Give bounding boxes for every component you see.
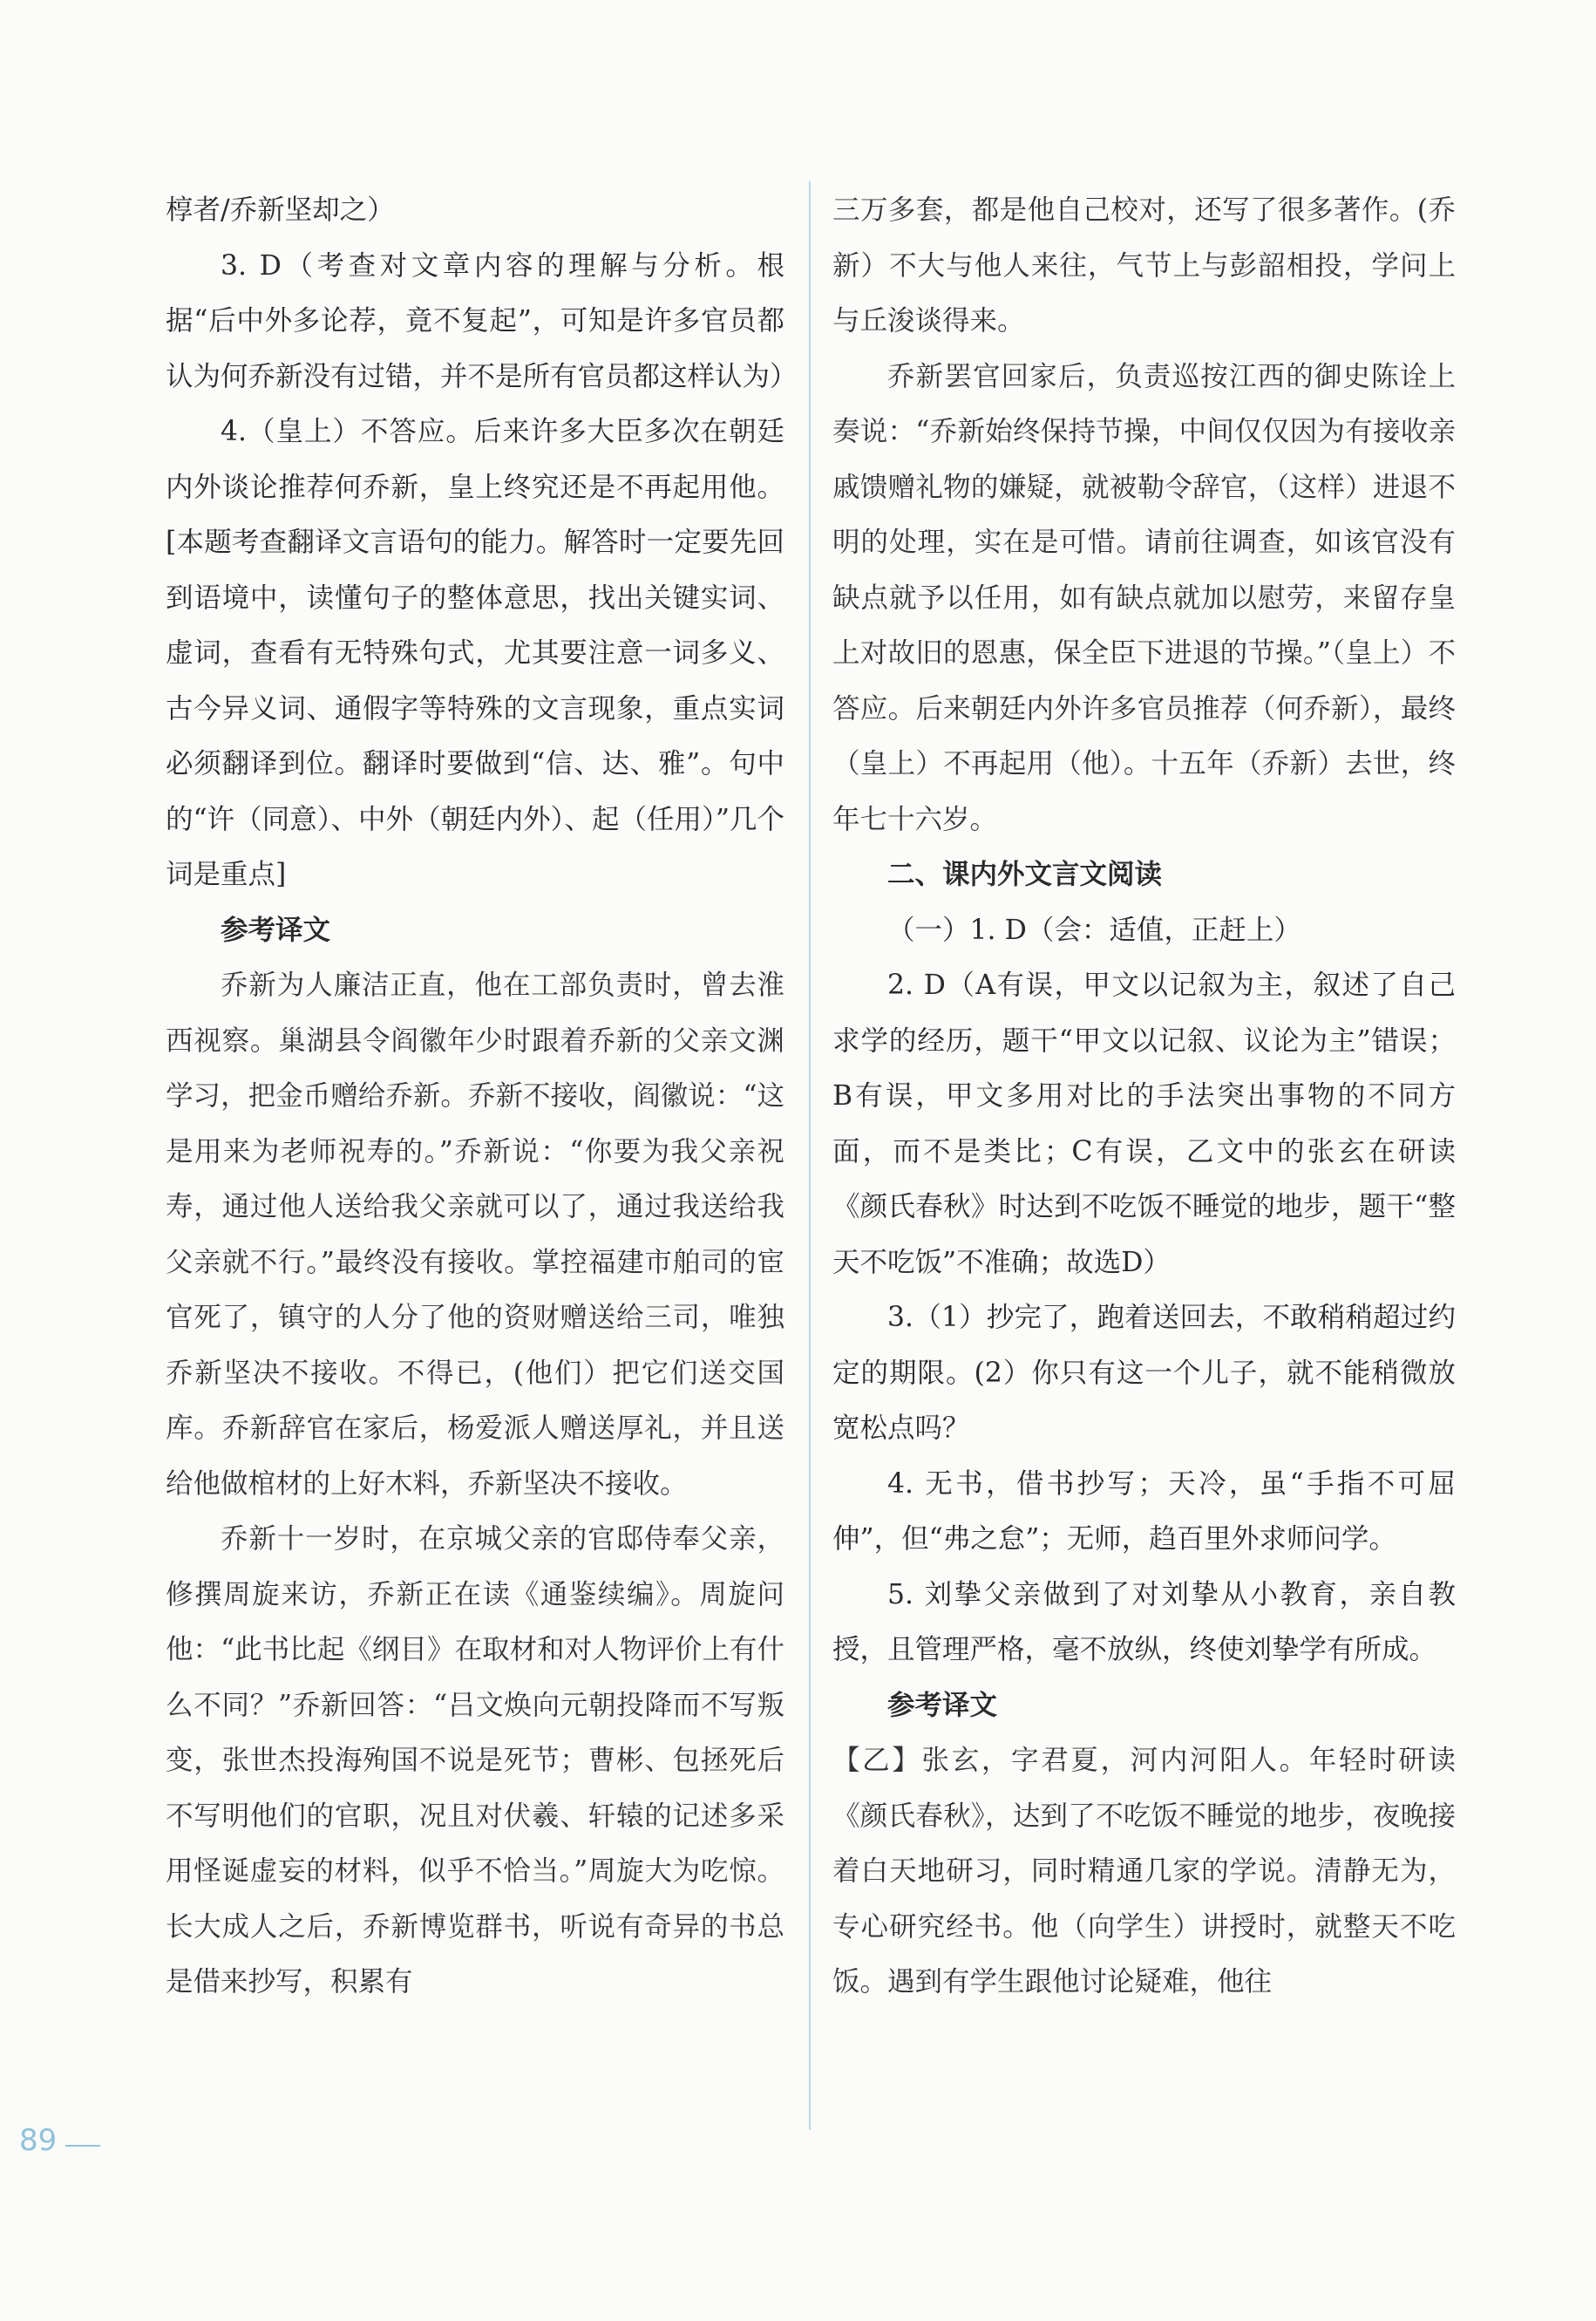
paragraph: 4.（皇上）不答应。后来许多大臣多次在朝廷内外谈论推荐何乔新，皇上终究还是不再起用他。[本题考查翻译文言语句的能力。解答时一定要先回到语境中，读懂句子的整体意思，找出关键实词、虚词，查看有无特殊句式，尤其要注意一词多义、古今异义词、通假字等特殊的文言现象，重点实词必须翻译到位。翻译时要做到“信、达、雅”。句中的“许（同意）、中外（朝廷内外）、起（任用）”几个词是重点] bbox=[166, 416, 784, 890]
paragraph: 2. D（A有误，甲文以记叙为主，叙述了自己求学的经历，题干“甲文以记叙、议论为主”错误；B有误，甲文多用对比的手法突出事物的不同方面，而不是类比；C有误，乙文中的张玄在研读《颜氏春秋》时达到不吃饭不睡觉的地步，题干“整天不吃饭”不准确；故选D） bbox=[832, 970, 1456, 1278]
paragraph: 5. 刘挚父亲做到了对刘挚从小教育，亲自教授，且管理严格，毫不放纵，终使刘挚学有所成。 bbox=[832, 1578, 1456, 1665]
paragraph: （一）1. D（会：适值，正赶上） bbox=[887, 914, 1301, 946]
left-column bbox=[166, 183, 798, 2011]
paragraph: 乔新为人廉洁正直，他在工部负责时，曾去淮西视察。巢湖县令阎徽年少时跟着乔新的父亲文渊学习，把金币赠给乔新。乔新不接收，阎徽说：“这是用来为老师祝寿的。”乔新说：“你要为我父亲祝寿，通过他人送给我父亲就可以了，通过我送给我父亲就不行。”最终没有接收。掌控福建市舶司的宦官死了，镇守的人分了他的资财赠送给三司，唯独乔新坚决不接收。不得已，(他们）把它们送交国库。乔新辞官在家后，杨爱派人赠送厚礼，并且送给他做棺材的上好木料，乔新坚决不接收。 bbox=[166, 970, 784, 1500]
paragraph: 三万多套，都是他自己校对，还写了很多著作。(乔新）不大与他人来往，气节上与彭韶相投，学问上与丘浚谈得来。 bbox=[832, 194, 1456, 337]
column-divider bbox=[809, 181, 811, 2130]
section-heading: 参考译文 bbox=[221, 914, 331, 946]
section-heading: 参考译文 bbox=[887, 1689, 998, 1721]
paragraph: 乔新十一岁时，在京城父亲的官邸侍奉父亲，修撰周旋来访，乔新正在读《通鉴续编》。周旋问他：“此书比起《纲目》在取材和对人物评价上有什么不同？”乔新回答：“吕文焕向元朝投降而不写叛变，张世杰投海殉国不说是死节；曹彬、包拯死后不写明他们的官职，况且对伏羲、轩辕的记述多采用怪诞虚妄的材料，似乎不恰当。”周旋大为吃惊。长大成人之后，乔新博览群书，听说有奇异的书总是借来抄写，积累有 bbox=[166, 1523, 784, 1998]
page-number-dash bbox=[65, 2145, 100, 2147]
paragraph: 乔新罢官回家后，负责巡按江西的御史陈诠上奏说：“乔新始终保持节操，中间仅仅因为有接收亲戚馈赠礼物的嫌疑，就被勒令辞官，（这样）进退不明的处理，实在是可惜。请前往调查，如该官没有缺点就予以任用，如有缺点就加以慰劳，来留存皇上对故旧的恩惠，保全臣下进退的节操。”（皇上）不答应。后来朝廷内外许多官员推荐（何乔新），最终（皇上）不再起用（他）。十五年（乔新）去世，终年七十六岁。 bbox=[832, 360, 1456, 835]
paragraph: 3. D（考查对文章内容的理解与分析。根据“后中外多论荐，竟不复起”，可知是许多官员都认为何乔新没有过错，并不是所有官员都这样认为） bbox=[166, 249, 798, 392]
page-number: 89 bbox=[19, 2123, 58, 2158]
right-column bbox=[832, 183, 1456, 2011]
paragraph: 椁者/乔新坚却之） bbox=[166, 194, 395, 226]
section-heading: 二、课内外文言文阅读 bbox=[887, 859, 1163, 890]
paragraph: 3.（1）抄完了，跑着送回去，不敢稍稍超过约定的期限。(2）你只有这一个儿子，就不能稍微放宽松点吗？ bbox=[832, 1302, 1456, 1444]
paragraph: 【乙】张玄，字君夏，河内河阳人。年轻时研读《颜氏春秋》，达到了不吃饭不睡觉的地步，夜晚接着白天地研习，同时精通几家的学说。清静无为，专心研究经书。他（向学生）讲授时，就整天不吃饭。遇到有学生跟他讨论疑难，他往 bbox=[832, 1745, 1456, 1998]
paragraph: 4. 无书，借书抄写；天冷，虽“手指不可屈伸”，但“弗之怠”；无师，趋百里外求师问学。 bbox=[832, 1467, 1456, 1555]
